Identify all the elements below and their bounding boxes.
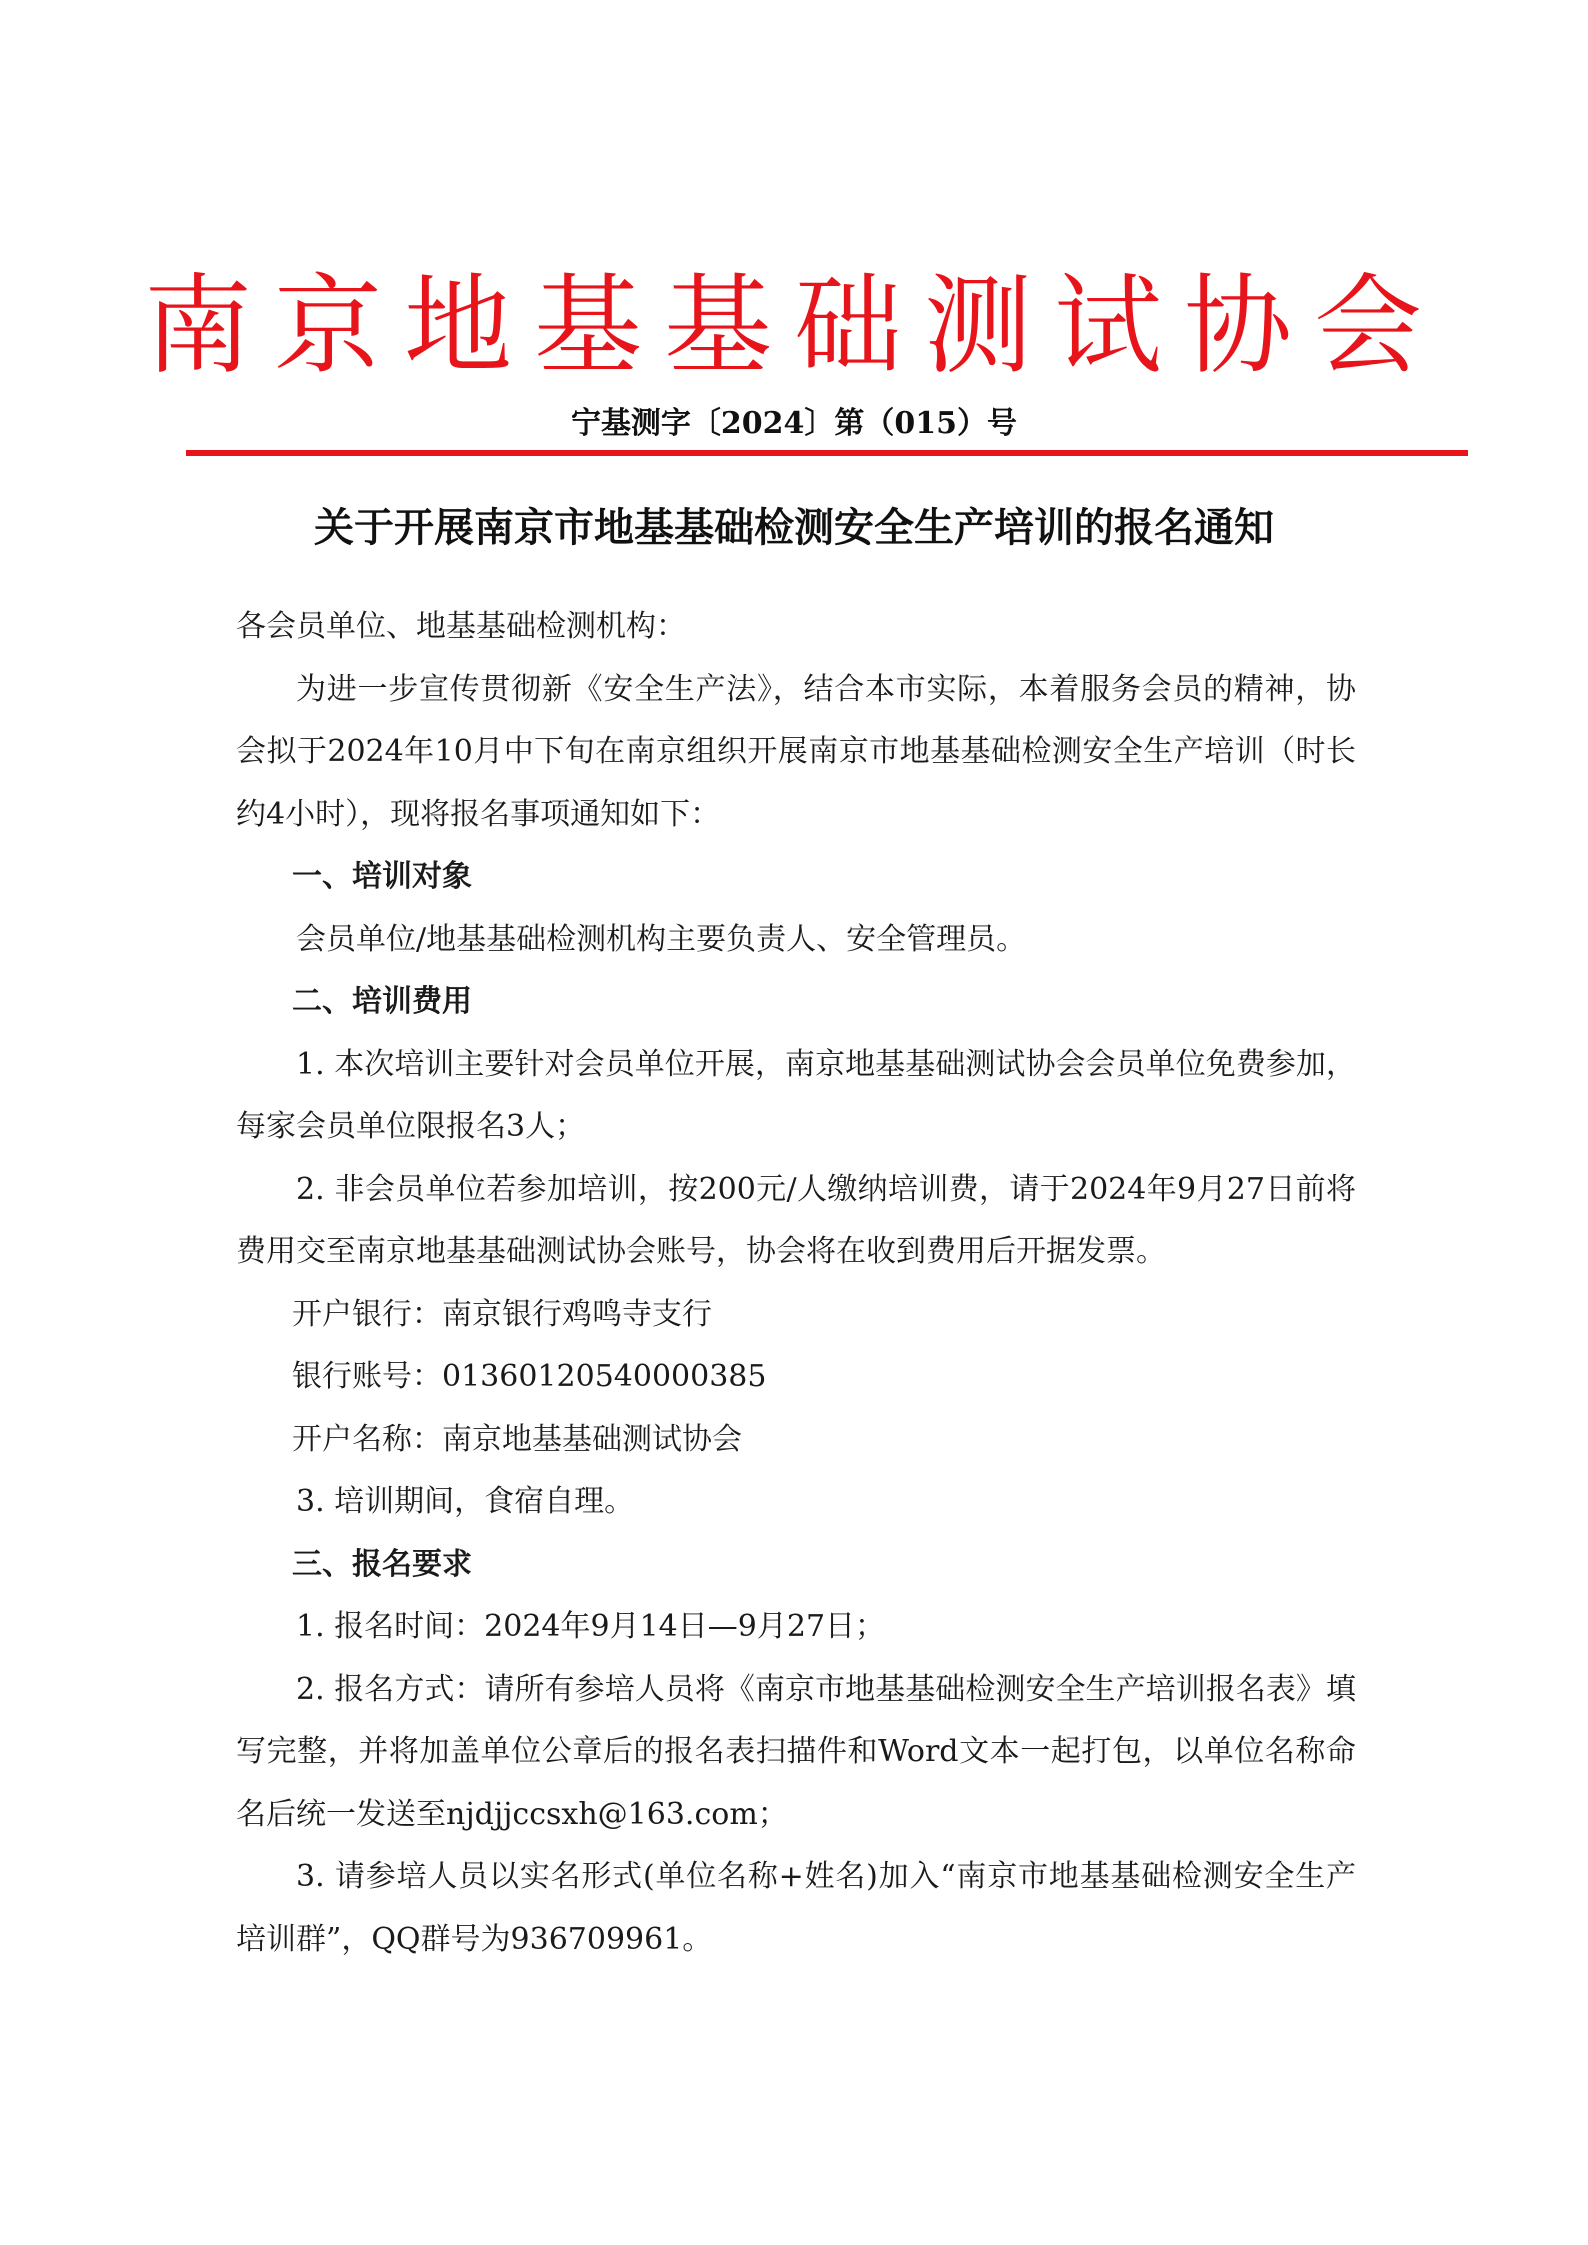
- section-item: 3. 培训期间，食宿自理。: [296, 1484, 635, 1519]
- section-item: 2. 非会员单位若参加培训，按200元/人缴纳培训费，请于2024年9月27日前将费用交至南京地基基础测试协会账号，协会将在收到费用后开据发票。: [236, 1171, 1356, 1269]
- section-item: 1. 报名时间：2024年9月14日—9月27日；: [296, 1609, 886, 1644]
- bank-account-number: 银行账号：01360120540000385: [292, 1359, 767, 1394]
- organization-title: 南京地基基础测试协会: [143, 264, 1444, 389]
- section-heading-training-target: 一、培训对象: [292, 859, 472, 894]
- section-heading-registration: 三、报名要求: [292, 1546, 472, 1582]
- section-item: 3. 请参培人员以实名形式(单位名称+姓名)加入“南京市地基基础检测安全生产培训群”，QQ群号为936709961。: [236, 1859, 1356, 1957]
- section-heading-training-fee: 二、培训费用: [292, 984, 472, 1019]
- section-item: 1. 本次培训主要针对会员单位开展，南京地基基础测试协会会员单位免费参加，每家会员单位限报名3人；: [236, 1046, 1356, 1144]
- red-divider-line: [186, 450, 1468, 456]
- section-item: 2. 报名方式：请所有参培人员将《南京市地基基础检测安全生产培训报名表》填写完整，并将加盖单位公章后的报名表扫描件和Word文本一起打包，以单位名称命名后统一发送至njdjjccsxh@163.com；: [236, 1671, 1356, 1832]
- account-holder-name: 开户名称：南京地基基础测试协会: [292, 1421, 742, 1457]
- notice-body: [236, 596, 1356, 1971]
- intro-paragraph: 为进一步宣传贯彻新《安全生产法》，结合本市实际，本着服务会员的精神，协会拟于2024年10月中下旬在南京组织开展南京市地基基础检测安全生产培训（时长约4小时），现将报名事项通知如下：: [236, 671, 1356, 832]
- notice-title: 关于开展南京市地基基础检测安全生产培训的报名通知: [314, 504, 1274, 551]
- salutation: 各会员单位、地基基础检测机构：: [236, 609, 686, 644]
- section-item: 会员单位/地基基础检测机构主要负责人、安全管理员。: [296, 921, 1027, 957]
- bank-name: 开户银行：南京银行鸡鸣寺支行: [292, 1296, 712, 1332]
- document-number: 宁基测字〔2024〕第（015）号: [570, 406, 1018, 441]
